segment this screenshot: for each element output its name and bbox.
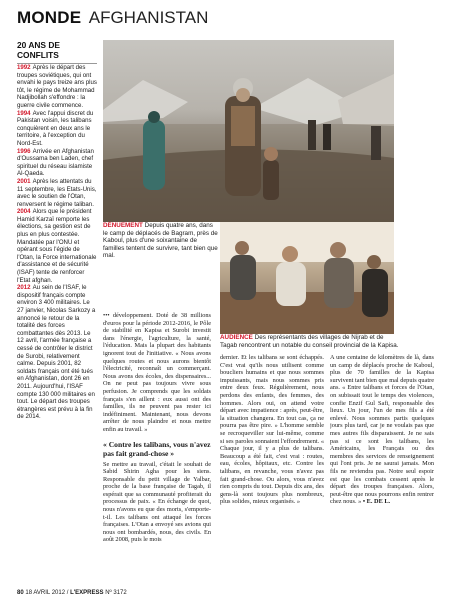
timeline-text: Arrivée en Afghanistan d'Oussama ben Laden, chef spirituel du réseau islamiste Al-Qaeda. <box>17 147 94 178</box>
page-footer <box>17 588 127 598</box>
article-paragraph: dernier. Et les talibans se sont échappés. C'est vrai qu'ils nous utilisent comme boucliers humains et que nous sommes impuissants, mais nous sommes pris entre deux feux. Régulièrement, nous perdons des enfants, des femmes, des hommes. Alors oui, on attend votre départ avec impatience : après, peut-être, la situation changera. En tout cas, ça ne pourra pas être pire. » L'homme semble se recroqueviller sur lui-même, comme si ses paroles sonnaient l'effondrement. « Chaque jour, il y a plus de talibans. Beaucoup a été fait, c'est vrai : routes, eau, écoles, hôpitaux, etc. Contre les talibans, en revanche, vous n'avez pas fait grand-chose. Ou alors, vous n'avez rien compris du tout. Depuis dix ans, des gens-là sont toujours plus nombreux, plus solides, mieux organisés. » <box>220 354 324 506</box>
caption-text: Des représentants des villages de Nijrab et de Tagab rencontrent un notable du conseil provincial de la Kapisa. <box>220 334 399 349</box>
timeline-year: 1994 <box>17 109 31 117</box>
camp-photo-caption <box>103 222 218 308</box>
article-paragraph: ••• développement. Doté de 38 millions d'euros pour la période 2012-2016, le Pôle de stabilité en Kapisa et Surobi investit dans l'énergie, l'agriculture, la santé, l'éducation. Mais la plupart des habitants ignorent tout de l'initiative. « Nous avons quelques routes et nous aurons bientôt l'électricité, reconnaît un commerçant. Nous avons des écoles, des dispensaires... On ne peut pas toujours vivre sous perfusion. Je comprends que les soldats français s'en aillent : eux aussi ont des familles, ils ne peuvent pas rester ici indéfiniment. Maintenant, nous devons arrêter de nous plaindre et nous mettre enfin au travail. » <box>103 312 211 433</box>
section-title: MONDE <box>17 8 82 27</box>
timeline-text: Au sein de l'ISAF, le dispositif français compte environ 3 400 militaires. Le 27 janvier, Nicolas Sarkozy a annoncé le retour de la totalité des forces combattantes dès 2013. Le 12 avril, l'armée française a cessé de contrôler le district de Surobi, relativement calme. Depuis 2001, 82 soldats français ont été tués en Afghanistan, dont 26 en 2011. Aujourd'hui, l'ISAF compte 130 000 militaires en tout. Le départ des troupes étrangères est prévu à la fin de 2014. <box>17 284 96 421</box>
timeline-entry <box>17 64 97 110</box>
caption-label: DÉNUEMENT <box>103 222 143 229</box>
timeline-entry <box>17 178 97 208</box>
page-header <box>17 7 208 29</box>
topic-title: AFGHANISTAN <box>88 8 209 27</box>
footer-separator: / <box>66 590 69 596</box>
timeline-year: 2012 <box>17 284 31 292</box>
article-paragraph: Se mettre au travail, c'était le souhait de Sabid Shirin Agha pour les siens. Responsable du petit village de Yalbar, proche de la base française de Tagab, il espérait que sa communauté profiterait du processus de paix. « En échange de quoi, nous n'avons eu que des morts, s'emporte-t-il. Les talibans ont attaqué les forces françaises. L'Otan a envoyé ses avions qui nous ont bombardés, nous, des civils. En août 2008, puis le mois <box>103 460 211 544</box>
timeline-text: Alors que le président Hamid Karzaï remporte les élections, sa gestion est de plus en plus contestée. Mandatée par l'ONU et opérant sous l'égide de l'Otan, la Force internationale d'assistance et de sécurité (ISAF) tente de renforcer l'Etat afghan. <box>17 208 97 284</box>
page-number: 80 <box>17 590 24 596</box>
caption-label: AUDIENCE <box>220 334 253 341</box>
article-paragraph <box>330 354 434 506</box>
pull-quote: « Contre les talibans, vous n'avez pas fait grand-chose » <box>103 439 211 458</box>
camp-photo-illustration <box>103 40 394 222</box>
article-column-1 <box>103 312 211 587</box>
magazine-name: L'EXPRESS <box>70 590 104 596</box>
timeline-entry <box>17 284 97 421</box>
timeline-entry <box>17 110 97 148</box>
timeline-sidebar <box>17 40 97 580</box>
timeline-year: 1992 <box>17 64 31 71</box>
issue-date: 18 AVRIL 2012 <box>25 590 66 596</box>
timeline-year: 1996 <box>17 147 31 155</box>
timeline-year: 2001 <box>17 177 31 185</box>
timeline-entry <box>17 148 97 178</box>
timeline-year: 2004 <box>17 208 31 216</box>
timeline-entry <box>17 208 97 284</box>
issue-number: Nº 3172 <box>105 590 127 596</box>
article-column-3 <box>330 354 434 587</box>
article-column-2 <box>220 354 324 587</box>
meeting-photo <box>220 222 394 334</box>
meeting-photo-caption <box>220 334 402 352</box>
timeline-text: Après les attentats du 11 septembre, les Etats-Unis, avec le soutien de l'Otan, renversent le régime taliban. <box>17 177 97 208</box>
caption-text: Depuis quatre ans, dans le camp de déplacés de Bagram, près de Kaboul, plus d'une soixantaine de familles tentent de survivre, tant bien que mal. <box>103 222 218 260</box>
author-signature: • E. DE L. <box>362 498 391 506</box>
timeline-text: Avec l'appui discret du Pakistan voisin, les talibans conquièrent en deux ans le territoire, à l'exception du Nord-Est. <box>17 109 94 147</box>
meeting-photo-illustration <box>220 222 394 334</box>
timeline-title: 20 ANS DE CONFLITS <box>17 40 60 60</box>
camp-photo <box>103 40 394 222</box>
article-paragraph-text: A une centaine de kilomètres de là, dans un camp de déplacés proche de Kaboul, plus de 70 familles de la Kapisa survivent tant bien que mal depuis quatre ans. « Entre talibans et forces de l'Otan, on subissait tout le temps des violences, confie Enzif Gul Safi, responsable des lieux. Un jour, l'un de mes fils a été enlevé. Nous sommes partis quelques jours plus tard, car je ne voulais pas que mes autres fils disparaissent. Je ne sais pas si ce sont les talibans, les Américains, les Français ou des membres des services de renseignement qui l'ont pris. Je ne saurai jamais. Mon fils ne reviendra pas. Notre seul espoir est que les combats cessent après le départ des troupes françaises. Alors, peut-être que nous pourrons enfin rentrer chez nous. » <box>330 354 434 506</box>
timeline-text: Après le départ des troupes soviétiques, qui ont envahi le pays treize ans plus tôt, le régime de Mohammad Nadjibollah s'effondre : la guerre civile commence. <box>17 64 97 109</box>
